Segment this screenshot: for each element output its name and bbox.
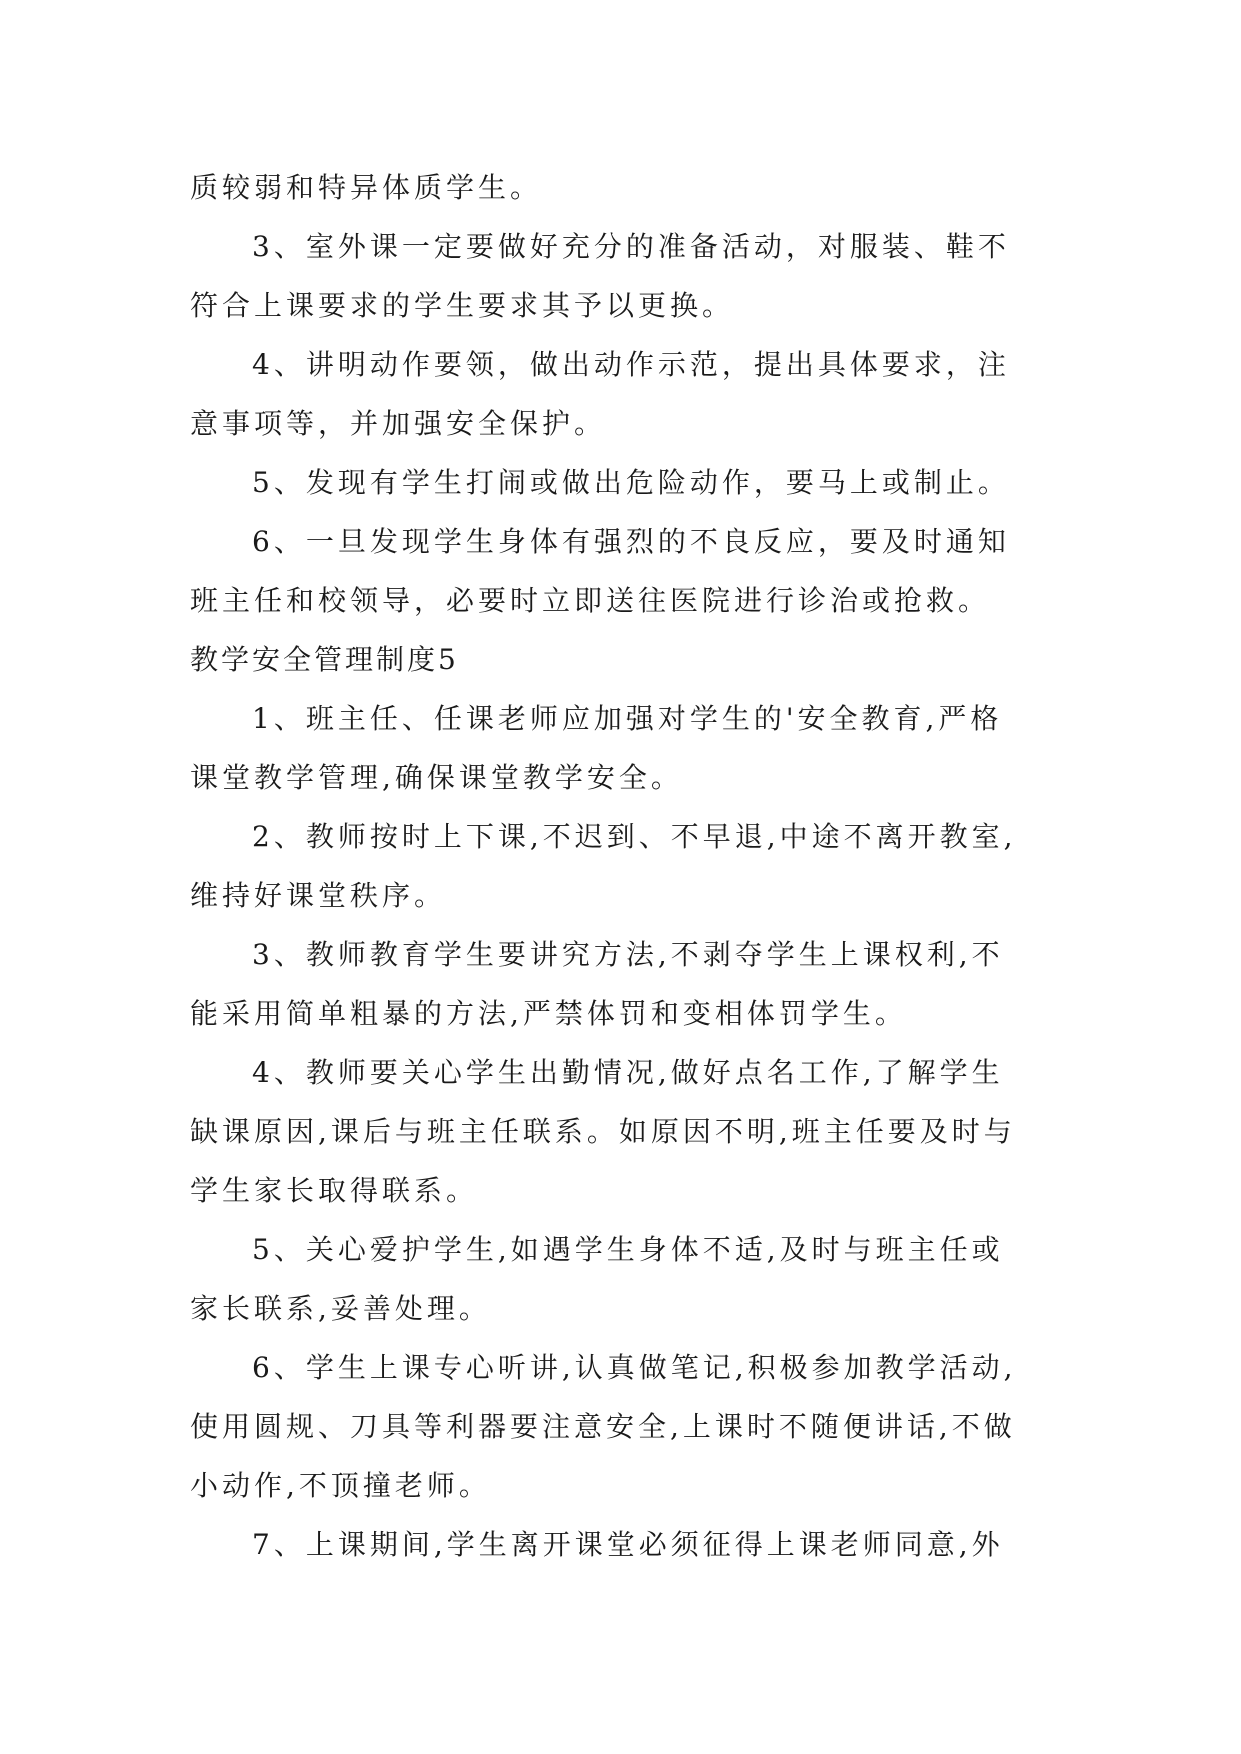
list-item-6-start: 6、一旦发现学生身体有强烈的不良反应，要及时通知 <box>252 525 1010 558</box>
text-line: 学生家长取得联系。 <box>190 1174 479 1207</box>
text-line: 缺课原因,课后与班主任联系。如原因不明,班主任要及时与 <box>190 1115 1016 1148</box>
text-line: 小动作,不顶撞老师。 <box>190 1469 491 1502</box>
text-line: 维持好课堂秩序。 <box>190 879 447 912</box>
text-line: 班主任和校领导，必要时立即送往医院进行诊治或抢救。 <box>190 584 991 617</box>
list-item-2-start: 2、教师按时上下课,不迟到、不早退,中途不离开教室, <box>252 820 1017 853</box>
list-item-5-start: 5、关心爱护学生,如遇学生身体不适,及时与班主任或 <box>252 1233 1004 1266</box>
list-item-4-start: 4、讲明动作要领，做出动作示范，提出具体要求，注 <box>252 348 1010 381</box>
list-item-7-start: 7、上课期间,学生离开课堂必须征得上课老师同意,外 <box>252 1528 1004 1561</box>
text-line: 家长联系,妥善处理。 <box>190 1292 491 1325</box>
text-line: 使用圆规、刀具等利器要注意安全,上课时不随便讲话,不做 <box>190 1410 1016 1443</box>
list-item-1-start: 1、班主任、任课老师应加强对学生的'安全教育,严格 <box>252 702 1003 735</box>
section-heading: 教学安全管理制度5 <box>190 643 459 676</box>
text-line: 符合上课要求的学生要求其予以更换。 <box>190 289 735 322</box>
text-line: 课堂教学管理,确保课堂教学安全。 <box>190 761 683 794</box>
text-line: 质较弱和特异体质学生。 <box>190 171 543 204</box>
list-item-3-start: 3、室外课一定要做好充分的准备活动，对服装、鞋不 <box>252 230 1010 263</box>
list-item-6-start: 6、学生上课专心听讲,认真做笔记,积极参加教学活动, <box>252 1351 1017 1384</box>
text-line: 意事项等，并加强安全保护。 <box>190 407 607 440</box>
document-body <box>190 158 1050 1574</box>
list-item-4-start: 4、教师要关心学生出勤情况,做好点名工作,了解学生 <box>252 1056 1004 1089</box>
list-item-5-start: 5、发现有学生打闹或做出危险动作，要马上或制止。 <box>252 466 1010 499</box>
list-item-3-start: 3、教师教育学生要讲究方法,不剥夺学生上课权利,不 <box>252 938 1004 971</box>
text-line: 能采用简单粗暴的方法,严禁体罚和变相体罚学生。 <box>190 997 907 1030</box>
